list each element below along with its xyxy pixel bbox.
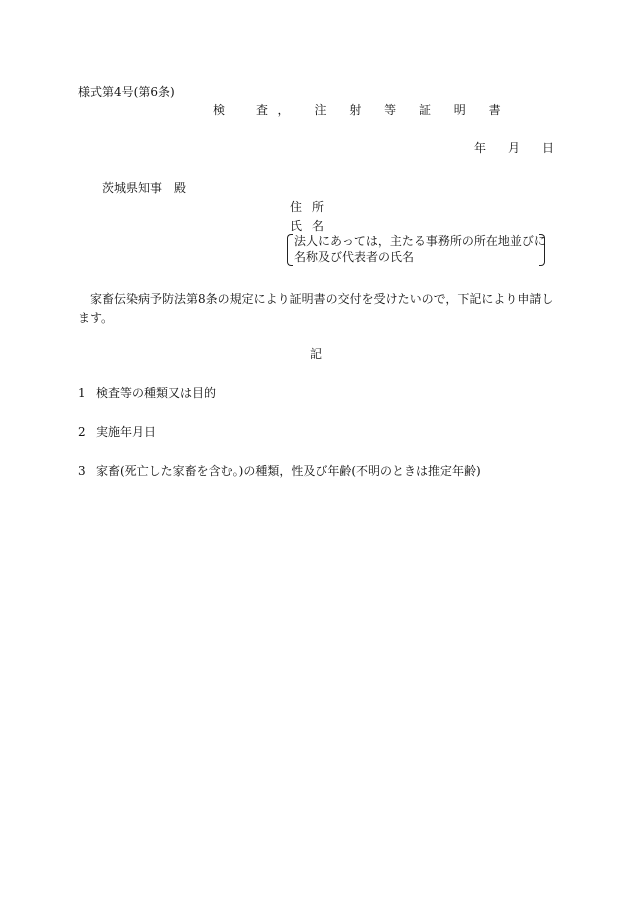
address-label-char2: 所 bbox=[312, 200, 325, 214]
item-text: 実施年月日 bbox=[96, 425, 157, 439]
item-text: 検査等の種類又は目的 bbox=[96, 386, 217, 400]
form-number: 様式第4号(第6条) bbox=[78, 85, 175, 99]
address-label-char1: 住 bbox=[290, 200, 303, 214]
addressee-honorific: 殿 bbox=[174, 181, 187, 195]
month-label: 月 bbox=[508, 141, 521, 155]
item-text: 家畜(死亡した家畜を含む。)の種類，性及び年齢(不明のときは推定年齢) bbox=[96, 464, 481, 478]
corporation-note-line1: 法人にあっては，主たる事務所の所在地並びに bbox=[294, 234, 546, 248]
name-label-char1: 氏 bbox=[290, 219, 303, 233]
addressee bbox=[102, 180, 186, 196]
name-label-char2: 名 bbox=[312, 219, 325, 233]
document-title: 検 査， 注 射 等 証 明 書 bbox=[213, 103, 511, 117]
corporation-note bbox=[287, 234, 545, 266]
year-label: 年 bbox=[474, 141, 487, 155]
application-paragraph: 家畜伝染病予防法第8条の規定により証明書の交付を受けたいので，下記により申請します。 bbox=[78, 292, 554, 325]
address-label bbox=[290, 199, 324, 215]
left-bracket bbox=[287, 234, 293, 266]
list-item bbox=[78, 463, 481, 479]
date-line bbox=[474, 140, 554, 156]
ki-heading: 記 bbox=[310, 347, 323, 361]
list-item bbox=[78, 424, 156, 440]
addressee-name: 茨城県知事 bbox=[102, 181, 163, 195]
list-item bbox=[78, 385, 216, 401]
item-number: 3 bbox=[78, 464, 86, 478]
item-number: 1 bbox=[78, 386, 86, 400]
name-label bbox=[290, 218, 324, 234]
corporation-note-line2: 名称及び代表者の氏名 bbox=[294, 250, 415, 264]
item-number: 2 bbox=[78, 425, 86, 439]
day-label: 日 bbox=[542, 141, 555, 155]
